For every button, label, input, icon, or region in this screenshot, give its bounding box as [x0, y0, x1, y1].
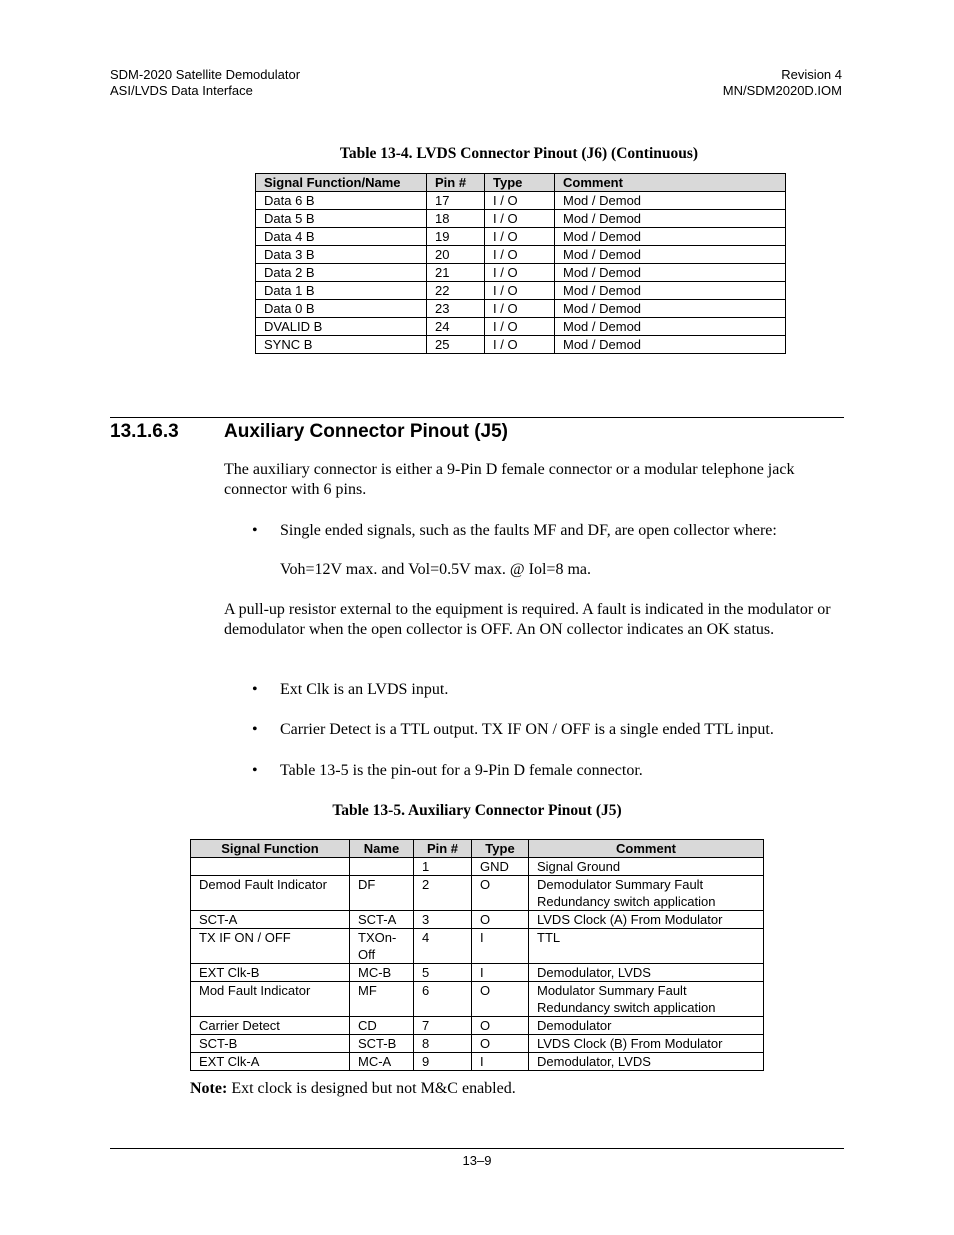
table-row [191, 982, 764, 1017]
column-header: Signal Function/Name [256, 174, 427, 192]
table-cell: Mod Fault Indicator [191, 982, 350, 1017]
table-cell: I [472, 1053, 529, 1071]
table-cell: CD [350, 1017, 414, 1035]
table-cell: I / O [485, 300, 555, 318]
table-cell: MC-B [350, 964, 414, 982]
table-row [256, 318, 786, 336]
table-cell: SCT-A [191, 911, 350, 929]
table-cell: TXOn- Off [350, 929, 414, 964]
table-cell: 8 [414, 1035, 472, 1053]
table-cell: Data 6 B [256, 192, 427, 210]
table-cell: Mod / Demod [555, 300, 786, 318]
table-cell: I / O [485, 318, 555, 336]
intro-paragraph: The auxiliary connector is either a 9-Pin D female connector or a modular telephone jack connector with 6 pins. [224, 461, 795, 498]
table-cell: 19 [427, 228, 485, 246]
table-cell: I [472, 964, 529, 982]
table-cell: I / O [485, 336, 555, 354]
table-cell: Data 0 B [256, 300, 427, 318]
table-cell: Data 2 B [256, 264, 427, 282]
voltage-spec: Voh=12V max. and Vol=0.5V max. @ Iol=8 ma. [280, 561, 591, 578]
table-row [191, 1017, 764, 1035]
table-cell: 23 [427, 300, 485, 318]
table-cell: 17 [427, 192, 485, 210]
table-cell: O [472, 1035, 529, 1053]
table-cell [191, 858, 350, 876]
table-row [256, 300, 786, 318]
table-cell: GND [472, 858, 529, 876]
table-cell: 25 [427, 336, 485, 354]
auxiliary-pinout-table-body [191, 858, 764, 1071]
table-cell: Data 4 B [256, 228, 427, 246]
table-cell: Demodulator Summary Fault Redundancy switch application [529, 876, 764, 911]
table-cell: DF [350, 876, 414, 911]
table-cell: Data 1 B [256, 282, 427, 300]
table-cell: 20 [427, 246, 485, 264]
table-row [191, 964, 764, 982]
pull-up-paragraph: A pull-up resistor external to the equipment is required. A fault is indicated in the modulator or demodulator when the open collector is OFF. An ON collector indicates an OK status. [224, 601, 831, 638]
bullet-marker: • [252, 681, 258, 698]
table-cell: 5 [414, 964, 472, 982]
table-cell: Mod / Demod [555, 228, 786, 246]
section-number: 13.1.6.3 [110, 421, 179, 442]
header-product-title: SDM-2020 Satellite Demodulator [110, 67, 301, 82]
table-cell: 18 [427, 210, 485, 228]
table-header-row [191, 840, 764, 858]
table-cell: I / O [485, 246, 555, 264]
column-header: Signal Function [191, 840, 350, 858]
table-cell: 3 [414, 911, 472, 929]
table-cell: I / O [485, 282, 555, 300]
table-cell: DVALID B [256, 318, 427, 336]
table-cell: Signal Ground [529, 858, 764, 876]
page-header-right [723, 67, 842, 99]
table-cell: Mod / Demod [555, 336, 786, 354]
table-cell: I [472, 929, 529, 964]
header-revision: Revision 4 [781, 67, 842, 82]
table-cell: EXT Clk-A [191, 1053, 350, 1071]
table-cell: LVDS Clock (B) From Modulator [529, 1035, 764, 1053]
table-cell: Mod / Demod [555, 192, 786, 210]
bullet-carrier-detect: Carrier Detect is a TTL output. TX IF ON / OFF is a single ended TTL input. [280, 721, 774, 738]
table-row [256, 246, 786, 264]
bullet-marker: • [252, 522, 258, 539]
table-cell: I / O [485, 210, 555, 228]
column-header: Comment [555, 174, 786, 192]
table-cell: Data 5 B [256, 210, 427, 228]
note-text: Ext clock is designed but not M&C enabled. [227, 1080, 516, 1097]
table-cell: Modulator Summary Fault Redundancy switch application [529, 982, 764, 1017]
table-cell: Carrier Detect [191, 1017, 350, 1035]
table-cell: SCT-B [191, 1035, 350, 1053]
table-cell: 1 [414, 858, 472, 876]
table-cell: Demodulator [529, 1017, 764, 1035]
table-cell: 9 [414, 1053, 472, 1071]
header-section-title: ASI/LVDS Data Interface [110, 83, 253, 98]
table-cell: 7 [414, 1017, 472, 1035]
table-header-row [256, 174, 786, 192]
table-cell [350, 858, 414, 876]
section-title: Auxiliary Connector Pinout (J5) [224, 421, 508, 442]
table-13-5-caption: Table 13-5. Auxiliary Connector Pinout (J5) [332, 802, 622, 819]
table-cell: Mod / Demod [555, 246, 786, 264]
table-cell: MF [350, 982, 414, 1017]
table-cell: 2 [414, 876, 472, 911]
table-cell: SYNC B [256, 336, 427, 354]
bullet-marker: • [252, 721, 258, 738]
table-row [256, 264, 786, 282]
table-cell: TTL [529, 929, 764, 964]
table-row [191, 1053, 764, 1071]
table-cell: 24 [427, 318, 485, 336]
auxiliary-pinout-table [190, 839, 764, 1071]
table-cell: TX IF ON / OFF [191, 929, 350, 964]
table-cell: MC-A [350, 1053, 414, 1071]
table-cell: I / O [485, 228, 555, 246]
table-row [191, 911, 764, 929]
lvds-pinout-table [255, 173, 786, 354]
table-cell: 21 [427, 264, 485, 282]
section-divider [110, 417, 844, 418]
header-document-id: MN/SDM2020D.IOM [722, 83, 842, 98]
column-header: Comment [529, 840, 764, 858]
bullet-open-collector: Single ended signals, such as the faults MF and DF, are open collector where: [280, 522, 777, 539]
bullet-table-reference: Table 13-5 is the pin-out for a 9-Pin D female connector. [280, 762, 643, 779]
table-cell: O [472, 982, 529, 1017]
page-header-left [110, 67, 300, 99]
table-row [256, 192, 786, 210]
table-cell: Data 3 B [256, 246, 427, 264]
table-row [191, 1035, 764, 1053]
column-header: Name [350, 840, 414, 858]
table-cell: O [472, 1017, 529, 1035]
page-number: 13–9 [462, 1153, 492, 1168]
table-row [256, 282, 786, 300]
table-cell: Demodulator, LVDS [529, 1053, 764, 1071]
table-cell: 4 [414, 929, 472, 964]
table-row [256, 210, 786, 228]
table-row [256, 228, 786, 246]
column-header: Pin # [427, 174, 485, 192]
table-cell: I / O [485, 264, 555, 282]
table-cell: Demod Fault Indicator [191, 876, 350, 911]
table-cell: SCT-A [350, 911, 414, 929]
table-cell: Mod / Demod [555, 282, 786, 300]
table-cell: I / O [485, 192, 555, 210]
table-note [190, 1080, 516, 1098]
table-13-4-caption: Table 13-4. LVDS Connector Pinout (J6) (Continuous) [339, 145, 699, 162]
table-cell: O [472, 876, 529, 911]
lvds-pinout-table-body [256, 192, 786, 354]
column-header: Type [485, 174, 555, 192]
table-cell: Demodulator, LVDS [529, 964, 764, 982]
table-cell: Mod / Demod [555, 318, 786, 336]
column-header: Type [472, 840, 529, 858]
table-cell: O [472, 911, 529, 929]
table-cell: Mod / Demod [555, 264, 786, 282]
table-row [191, 876, 764, 911]
column-header: Pin # [414, 840, 472, 858]
table-cell: 22 [427, 282, 485, 300]
table-row [191, 929, 764, 964]
bullet-ext-clk: Ext Clk is an LVDS input. [280, 681, 449, 698]
table-cell: SCT-B [350, 1035, 414, 1053]
table-cell: 6 [414, 982, 472, 1017]
table-row [256, 336, 786, 354]
note-label: Note: [190, 1080, 228, 1097]
table-cell: Mod / Demod [555, 210, 786, 228]
table-cell: LVDS Clock (A) From Modulator [529, 911, 764, 929]
bullet-marker: • [252, 762, 258, 779]
table-cell: EXT Clk-B [191, 964, 350, 982]
table-row [191, 858, 764, 876]
footer-divider [110, 1148, 844, 1149]
